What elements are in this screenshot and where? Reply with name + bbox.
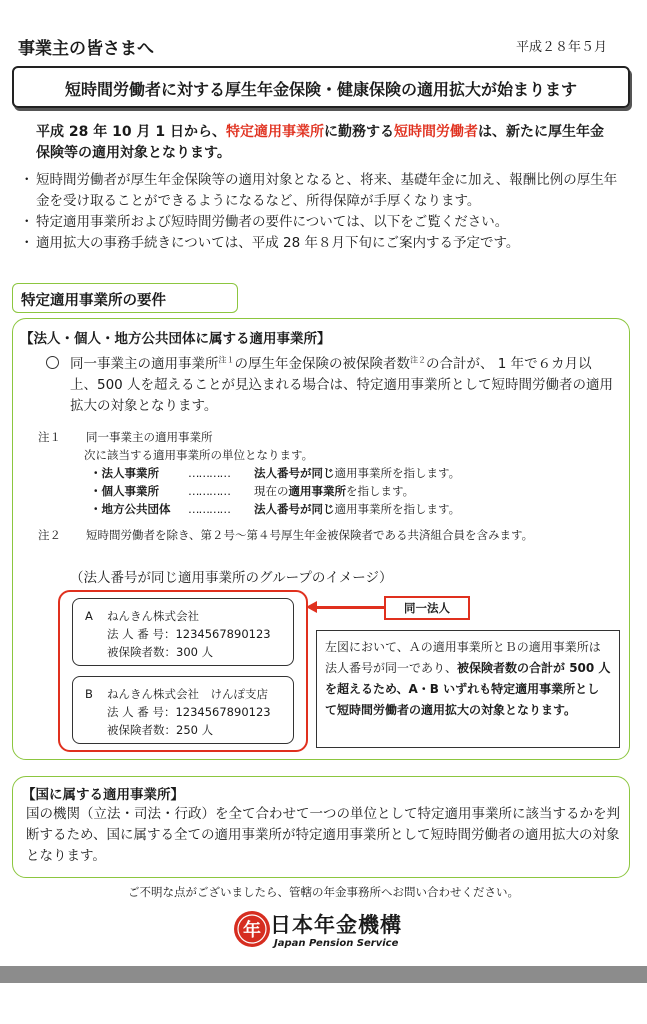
bullet-item: ・ 特定適用事業所および短時間労働者の要件については、以下をご覧ください。: [20, 212, 625, 233]
definition-emphasis: 法人番号が同じ: [254, 466, 335, 480]
note-ref-2: 注２: [410, 355, 426, 365]
requirement-text: 同一事業主の適用事業所: [70, 356, 219, 372]
organization-name: 日本年金機構: [270, 912, 402, 937]
company-letter: B: [85, 687, 93, 701]
note-2: [38, 526, 628, 544]
note-1-item: [38, 500, 628, 518]
note-2-text: 短時間労働者を除き、第２号～第４号厚生年金被保険者である共済組合員を含みます。: [86, 528, 534, 542]
explanation-emphasis: 被保険者数の合計が 500 人を超えるため、A・B いずれも特定適用事業所として短時間労働者の適用拡大の対象となります。: [325, 661, 611, 717]
definition-text: 適用事業所を指します。: [334, 502, 461, 516]
greeting-heading: 事業主の皆さまへ: [18, 39, 154, 59]
workplace-type: ・地方公共団体: [90, 502, 171, 516]
arrow-left-icon: [316, 606, 384, 609]
bullet-item: ・ 適用拡大の事務手続きについては、平成 28 年８月下旬にご案内する予定です。: [20, 233, 625, 254]
requirement-text: の合計が、 1 年で６カ月以上、500 人を超えることが見込まれる場合は、特定適用事業所として短時間労働者の適用拡大の対象となります。: [70, 356, 614, 414]
requirement-text: の厚生年金保険の被保険者数: [234, 356, 410, 372]
definition-text: 現在の: [254, 484, 289, 498]
note-1-label: 注１: [38, 430, 61, 444]
leader-dots: …………: [188, 484, 230, 498]
private-workplace-heading: 【法人・個人・地方公共団体に属する適用事業所】: [20, 331, 331, 347]
logo-glyph: 年: [243, 920, 261, 941]
lead-text: は、新たに厚生年金保険等の適用対象となります。: [36, 124, 604, 161]
company-letter: A: [85, 609, 93, 623]
arrow-head-icon: [306, 601, 317, 613]
lead-highlight-workplace: 特定適用事業所: [225, 124, 324, 140]
lead-text: 平成 28 年 10 月 1 日から、: [36, 124, 226, 140]
company-card-b: [72, 676, 294, 744]
corporate-number: 法 人 番 号：1234567890123: [107, 705, 271, 719]
workplace-type: ・個人事業所: [90, 484, 159, 498]
requirement-paragraph: [70, 354, 618, 417]
definition-emphasis: 法人番号が同じ: [254, 502, 335, 516]
section-heading-box: [12, 283, 238, 313]
definition-emphasis: 適用事業所: [288, 484, 346, 498]
insured-count: 被保険者数：250 人: [107, 723, 214, 737]
definition-text: を指します。: [346, 484, 415, 498]
contact-notice: ご不明な点がございましたら、管轄の年金事務所へお問い合わせください。: [128, 885, 519, 899]
company-card-a: [72, 598, 294, 666]
leader-dots: …………: [188, 502, 230, 516]
note-1-title: 同一事業主の適用事業所: [86, 430, 213, 444]
section-heading: 特定適用事業所の要件: [21, 293, 166, 309]
corporate-number: 法 人 番 号：1234567890123: [107, 627, 271, 641]
notes-block: [38, 428, 628, 544]
definition-text: 適用事業所を指します。: [334, 466, 461, 480]
lead-highlight-workers: 短時間労働者: [393, 124, 478, 140]
note-ref-1: 注１: [218, 355, 235, 365]
same-corporation-label: 同一法人: [384, 596, 470, 620]
note-1-item: [38, 482, 628, 500]
national-workplace-text: 国の機関（立法・司法・行政）を全て合わせて一つの単位として特定適用事業所に該当するかを判断するため、国に属する全ての適用事業所が特定適用事業所として短時間労働者の適用拡大の対象となります。: [26, 806, 620, 864]
company-name: ねんきん株式会社 けんぽ支店: [107, 687, 268, 701]
note-1: [38, 428, 628, 518]
insured-count: 被保険者数：300 人: [107, 645, 214, 659]
note-1-description: 次に該当する適用事業所の単位となります。: [84, 448, 314, 462]
workplace-definition: [254, 464, 460, 482]
bullet-item: ・ 短時間労働者が厚生年金保険等の適用対象となると、将来、基礎年金に加え、報酬比例の厚生年金を受け取ることができるようになるなど、所得保障が手厚くなります。: [20, 170, 625, 212]
explanation-text: 左図において、Ａの適用事業所とＢの適用事業所は法人番号が同一であり、: [325, 640, 601, 675]
workplace-definition: [254, 500, 460, 518]
bullet-list: [20, 170, 625, 254]
workplace-type: ・法人事業所: [90, 466, 159, 480]
note-2-label: 注２: [38, 528, 61, 542]
lead-paragraph: [36, 122, 616, 164]
workplace-definition: [254, 482, 414, 500]
national-workplace-heading: 【国に属する適用事業所】: [22, 787, 184, 803]
circle-bullet-icon: [46, 356, 59, 369]
example-explanation: [316, 630, 620, 748]
bottom-scan-bar: [0, 966, 647, 983]
issue-date: 平成２８年５月: [515, 40, 607, 55]
lead-text: に勤務する: [323, 124, 394, 140]
company-name: ねんきん株式会社: [107, 609, 199, 623]
title-box: [12, 66, 630, 108]
document-title: 短時間労働者に対する厚生年金保険・健康保険の適用拡大が始まります: [64, 80, 577, 99]
jps-logo-icon: [232, 909, 272, 949]
organization-name-english: Japan Pension Service: [274, 938, 399, 949]
group-image-caption: （法人番号が同じ適用事業所のグループのイメージ）: [70, 570, 393, 586]
leader-dots: …………: [188, 466, 230, 480]
note-1-item: [38, 464, 628, 482]
